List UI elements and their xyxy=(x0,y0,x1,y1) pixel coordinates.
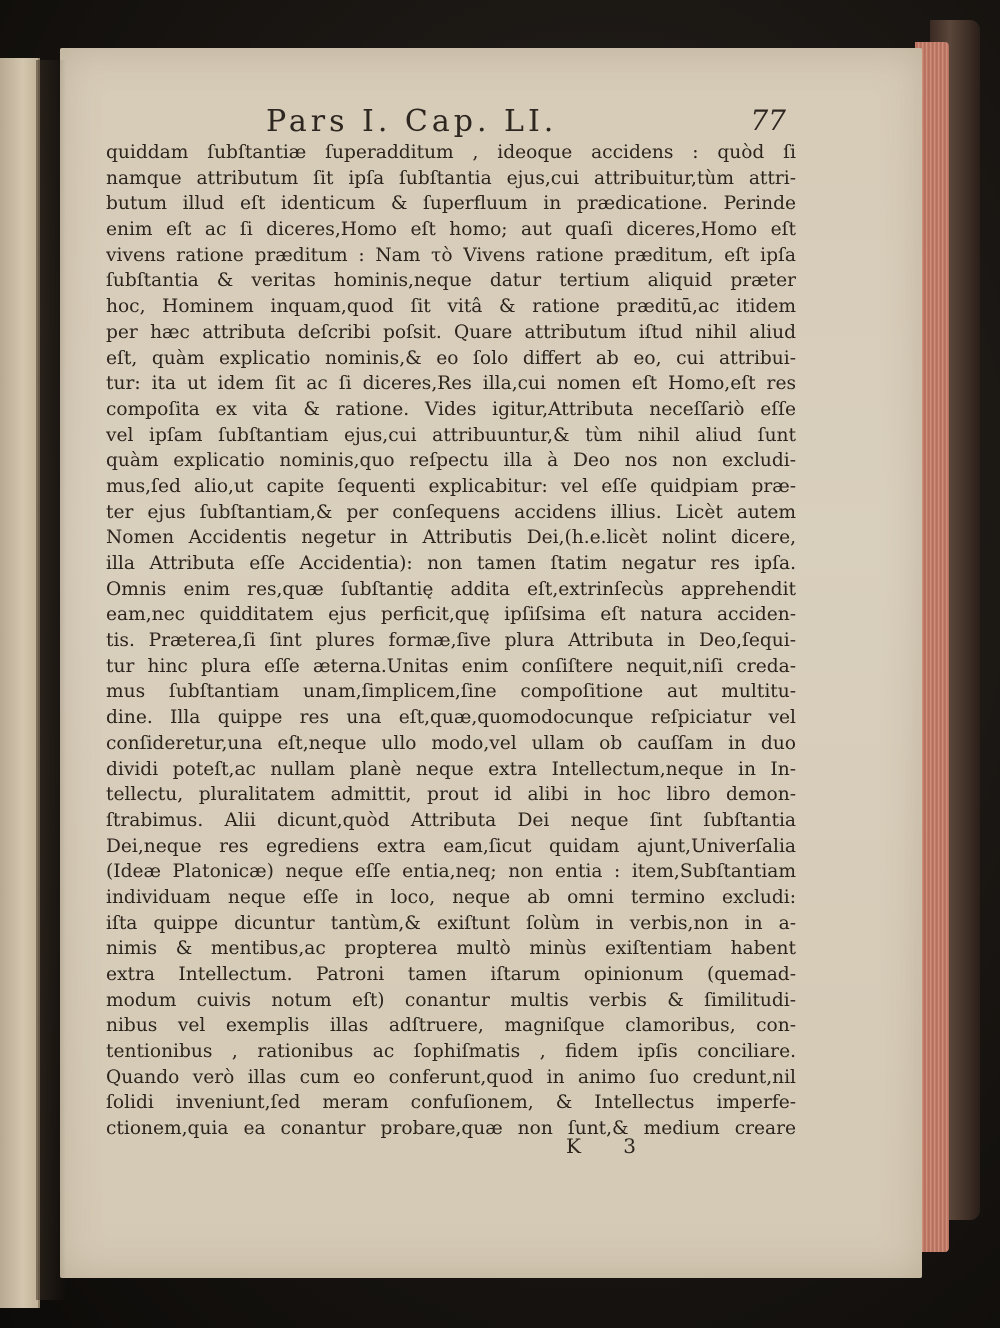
text-line: ter ejus ſubſtantiam,& per conſequens accidens illius. Licèt autem xyxy=(106,501,796,523)
signature-mark: K 3 xyxy=(566,1134,655,1158)
text-line: namque attributum ſit ipſa ſubſtantia ejus,cui attribuitur,tùm attri- xyxy=(106,167,796,189)
text-line: vel ipſam ſubſtantiam ejus,cui attribuuntur,& tùm nihil aliud ſunt xyxy=(106,424,796,446)
text-line: tentionibus , rationibus ac ſophiſmatis , fidem ipſis conciliare. xyxy=(106,1041,796,1063)
text-line: mus,ſed alio,ut capite ſequenti explicabitur: vel eſſe quidpiam præ- xyxy=(106,475,796,497)
text-line: Quando verò illas cum eo conferunt,quod in animo ſuo credunt,nil xyxy=(106,1066,796,1088)
text-line: Omnis enim res,quæ ſubſtantię addita eſt,extrinſecùs apprehendit xyxy=(106,578,796,600)
running-head: Pars I. Cap. LI. xyxy=(266,104,558,139)
text-line: tellectu, pluralitatem admittit, prout id alibi in hoc libro demon- xyxy=(106,784,796,806)
text-line: Nomen Accidentis negetur in Attributis Dei,(h.e.licèt nolint dicere, xyxy=(106,527,796,549)
text-line: (Ideæ Platonicæ) neque eſſe entia,neq; non entia : item,Subſtantiam xyxy=(106,861,796,883)
text-line: hoc, Hominem inquam,quod ſit vitâ & ratione præditū,ac itidem xyxy=(106,296,796,318)
text-line: Dei,neque res egrediens extra eam,ſicut quidam ajunt,Univerſalia xyxy=(106,835,796,857)
text-line: conſideretur,una eſt,neque ullo modo,vel ullam ob cauſſam in duo xyxy=(106,732,796,754)
text-line: nibus vel exemplis illas adſtruere, magniſque clamoribus, con- xyxy=(106,1015,796,1037)
text-line: enim eſt ac ſi diceres,Homo eſt homo; aut quaſi diceres,Homo eſt xyxy=(106,219,796,241)
text-line: per hæc attributa deſcribi poſsit. Quare attributum iſtud nihil aliud xyxy=(106,321,796,343)
page-number: 77 xyxy=(750,104,786,137)
text-line: dividi poteſt,ac nullam planè neque extra Intellectum,neque in In- xyxy=(106,758,796,780)
text-line: individuam neque eſſe in loco, neque ab omni termino excludi: xyxy=(106,886,796,908)
text-line: iſta quippe dicuntur tantùm,& exiſtunt ſolùm in verbis,non in a- xyxy=(106,912,796,934)
text-line: eam,nec quidditatem ejus perficit,quę ipſiſsima eſt natura acciden- xyxy=(106,604,796,626)
page-header xyxy=(266,104,786,144)
book-page xyxy=(60,48,922,1278)
text-line: tur: ita ut idem ſit ac ſi diceres,Res illa,cui nomen eſt Homo,eſt res xyxy=(106,373,796,395)
text-line: quiddam ſubſtantiæ ſuperadditum , ideoque accidens : quòd ſi xyxy=(106,142,796,163)
text-line: eſt, quàm explicatio nominis,& eo ſolo differt ab eo, cui attribui- xyxy=(106,347,796,369)
spine-shadow xyxy=(36,60,66,1300)
text-line: ſubſtantia & veritas hominis,neque datur tertium aliquid præter xyxy=(106,270,796,292)
text-line: modum cuivis notum eſt) conantur multis verbis & ſimilitudi- xyxy=(106,989,796,1011)
text-line: illa Attributa eſſe Accidentia): non tamen ſtatim negatur res ipſa. xyxy=(106,553,796,574)
text-line: vivens ratione præditum : Nam τὸ Vivens ratione præditum, eſt ipſa xyxy=(106,244,796,266)
body-text xyxy=(106,140,796,1142)
text-line: ſtrabimus. Alii dicunt,quòd Attributa Dei neque ſint ſubſtantia xyxy=(106,809,796,831)
text-line: extra Intellectum. Patroni tamen iſtarum opinionum (quemad- xyxy=(106,964,796,985)
text-line: ſolidi inveniunt,ſed meram confuſionem, & Intellectus imperfe- xyxy=(106,1092,796,1114)
text-line: nimis & mentibus,ac propterea multò minùs exiſtentiam habent xyxy=(106,938,796,960)
text-line: dine. Illa quippe res una eſt,quæ,quomodocunque reſpiciatur vel xyxy=(106,707,796,729)
text-line: butum illud eſt identicum & ſuperfluum in prædicatione. Perinde xyxy=(106,193,796,215)
text-line: mus ſubſtantiam unam,ſimplicem,ſine compoſitione aut multitu- xyxy=(106,681,796,703)
left-page-edge xyxy=(0,58,40,1308)
text-line: quàm explicatio nominis,quo reſpectu illa à Deo nos non excludi- xyxy=(106,450,796,472)
text-line: tis. Prætereа,ſi ſint plures formæ,ſive plura Attributa in Deo,ſequi- xyxy=(106,630,796,652)
text-line: tur hinc plura eſſe æterna.Unitas enim conſiſtere nequit,niſi creda- xyxy=(106,655,796,677)
text-line: compoſita ex vita & ratione. Vides igitur,Attributa neceſſariò eſſe xyxy=(106,398,796,420)
text-line: ctionem,quia ea conantur probare,quæ non ſunt,& medium creare xyxy=(106,1118,796,1140)
